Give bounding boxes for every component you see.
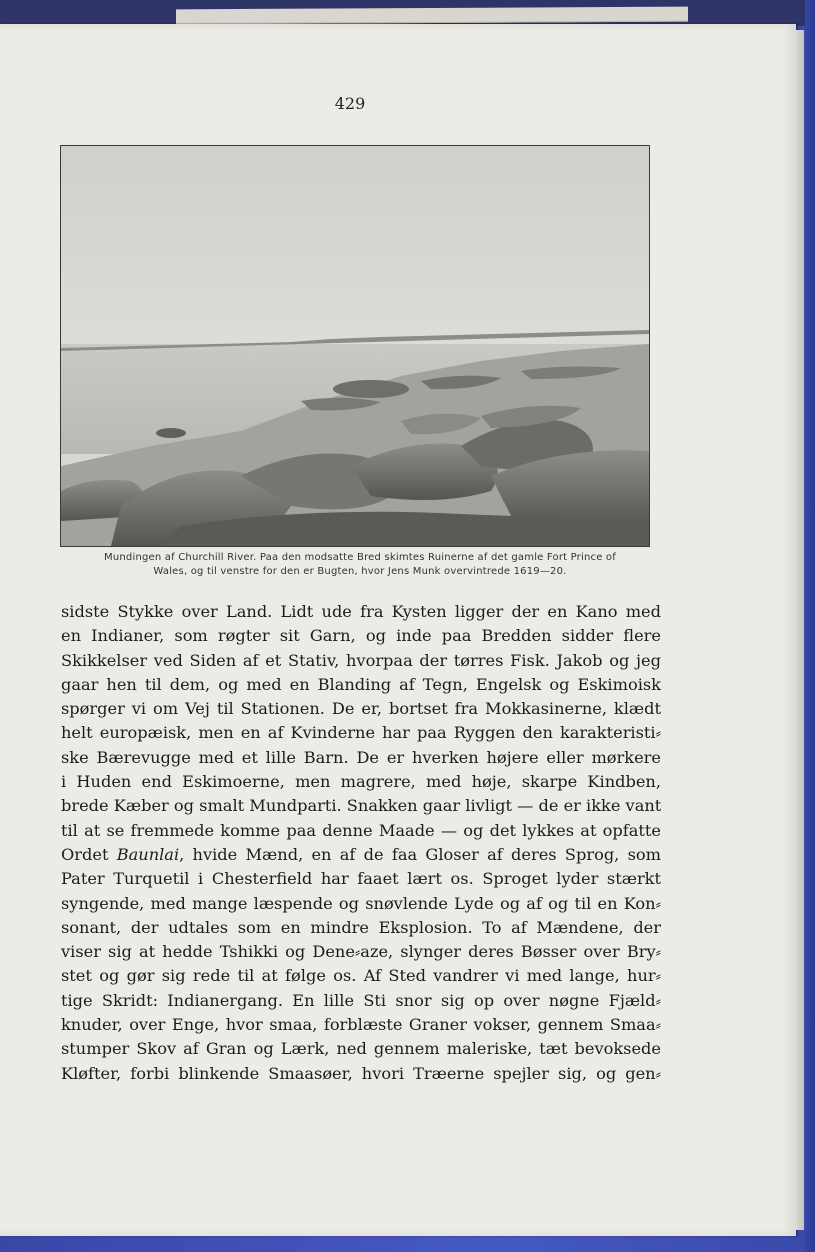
text-line: Ordet Baunlai, hvide Mænd, en af de faa Gloser af deres Sprog, som [61,844,661,864]
page-stack-edge [796,30,804,1230]
text-line: sidste Stykke over Land. Lidt ude fra Kysten ligger der en Kano med [61,602,661,621]
text-line: Kløfter, forbi blinkende Smaasøer, hvori Træerne spejler sig, og gen⸗ [61,1063,661,1083]
italic-word: Baunlai [116,844,180,864]
underlying-page-edge [176,7,688,25]
text-line: helt europæisk, men en af Kvinderne har paa Ryggen den karakteristi⸗ [61,723,661,743]
sky [61,146,649,346]
text-line: stet og gør sig rede til at følge os. Af Sted vandrer vi med lange, hur⸗ [61,966,661,986]
caption-line: Mundingen af Churchill River. Paa den modsatte Bred skimtes Ruinerne af det gamle Fort Prince of [104,552,616,563]
cover-right-edge [805,0,815,1252]
text-line: en Indianer, som røgter sit Garn, og inde paa Bredden sidder flere [61,626,661,646]
text-line: Pater Turquetil i Chesterfield har faaet lært os. Sproget lyder stærkt [61,869,661,889]
body-text [61,600,661,1086]
text-line: Skikkelser ved Siden af et Stativ, hvorpaa der tørres Fisk. Jakob og jeg [61,650,661,670]
text-line: sonant, der udtales som en mindre Eksplosion. To af Mændene, der [61,917,661,937]
small-rock [156,428,186,438]
text-line: stumper Skov af Gran og Lærk, ned gennem maleriske, tæt bevoksede [61,1039,661,1059]
text-line: i Huden end Eskimoerne, men magrere, med høje, skarpe Kindben, [61,772,661,792]
text-line: viser sig at hedde Tshikki og Dene⸗aze, slynger deres Bøsser over Bry⸗ [61,942,661,962]
shoreline-illustration [61,146,649,546]
text-line: til at se fremmede komme paa denne Maade — og det lykkes at opfatte [61,820,661,840]
text-line: brede Kæber og smalt Mundparti. Snakken gaar livligt — de er ikke vant [61,796,662,816]
text-line: ske Bærevugge med et lille Barn. De er hverken højere eller mørkere [61,747,661,767]
shoreline-photo [60,145,650,547]
text-line: spørger vi om Vej til Stationen. De er, bortset fra Mokkasinerne, klædt [61,699,661,719]
page-number: 429 [334,94,366,113]
text-line: tige Skridt: Indianergang. En lille Sti snor sig op over nøgne Fjæld⸗ [61,990,661,1010]
figure-caption [60,551,660,579]
text-line: gaar hen til dem, og med en Blanding af Tegn, Engelsk og Eskimoisk [61,674,661,694]
caption-line: Wales, og til venstre for den er Bugten, hvor Jens Munk overvintrede 1619—20. [153,566,567,577]
text-line: knuder, over Enge, hvor smaa, forblæste Graner vokser, gennem Smaa⸗ [61,1015,661,1035]
rock-islet [333,380,409,398]
text-line: syngende, med mange læspende og snøvlende Lyde og af og til en Kon⸗ [61,893,661,913]
